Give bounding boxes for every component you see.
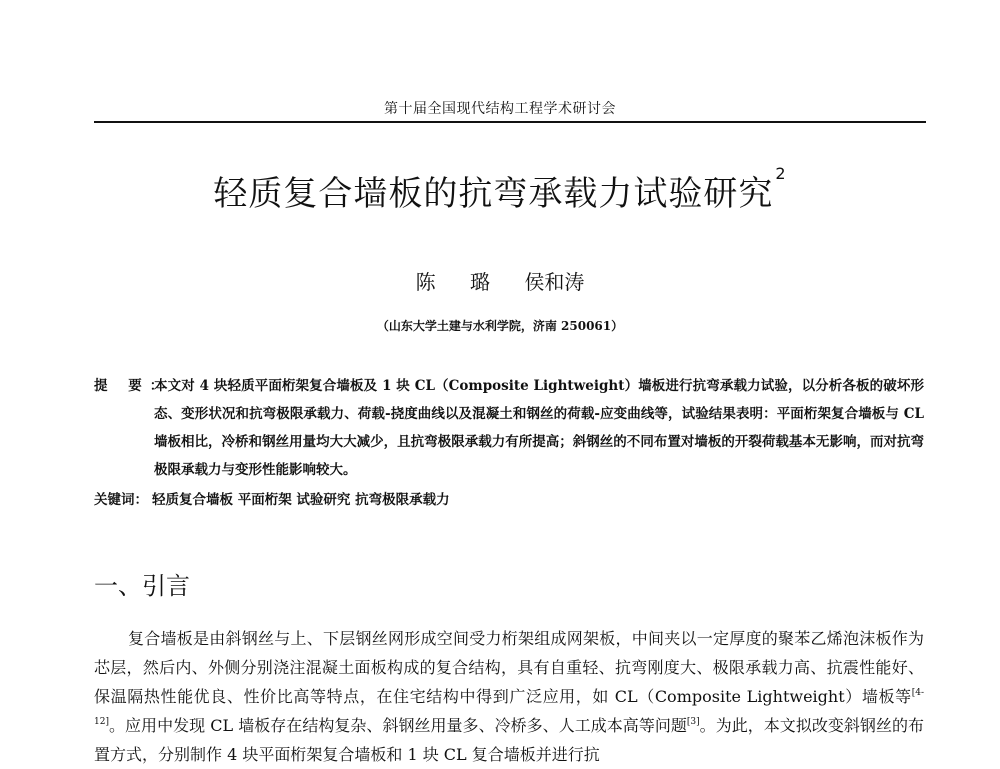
- abstract: [94, 372, 924, 484]
- author-list: [0, 266, 1000, 295]
- keywords: [94, 486, 924, 514]
- paragraph-text-part-1: 复合墙板是由斜钢丝与上、下层钢丝网形成空间受力桁架组成网架板，中间夹以一定厚度的聚苯乙烯泡沫板作为芯层，然后内、外侧分别浇注混凝土面板构成的复合结构，具有自重轻、抗弯刚度大、极限承载力高、抗震性能好、保温隔热性能优良、性价比高等特点，在住宅结构中得到广泛应用，如 CL（Composite Lightweight）墙板等: [94, 629, 924, 706]
- author-2: 侯和涛: [524, 270, 585, 294]
- introduction-paragraph: [94, 624, 924, 769]
- paper-title-text: 轻质复合墙板的抗弯承载力试验研究: [213, 174, 774, 214]
- paragraph-text-part-2: 。应用中发现 CL 墙板存在结构复杂、斜钢丝用量多、冷桥多、人工成本高等问题: [108, 716, 687, 735]
- citation-ref-3: [3]: [686, 717, 700, 727]
- running-header: 第十届全国现代结构工程学术研讨会: [384, 101, 616, 117]
- author-1: 陈 璐: [415, 270, 504, 294]
- keywords-label: 关键词：: [94, 492, 148, 508]
- paragraph-text-part-3: 。为此，本文拟改变斜钢丝的布置方式，分别制作 4 块平面桁架复合墙板和 1 块 CL 复合墙板并进行抗: [94, 716, 924, 764]
- keywords-list: 轻质复合墙板 平面桁架 试验研究 抗弯极限承载力: [152, 492, 450, 508]
- affiliation: （山东大学土建与水利学院，济南 250061）: [376, 319, 624, 333]
- citation-ref-4-12: [4-12]: [94, 688, 924, 727]
- title-footnote-marker: 2: [775, 164, 787, 183]
- section-heading-introduction: 一、引言: [94, 572, 190, 600]
- abstract-label: 提 要：: [94, 378, 172, 394]
- header-rule: [94, 121, 926, 123]
- paper-title: [0, 166, 1000, 215]
- abstract-body: 本文对 4 块轻质平面桁架复合墙板及 1 块 CL（Composite Lightweight）墙板进行抗弯承载力试验，以分析各板的破坏形态、变形状况和抗弯极限承载力、荷载-挠度曲线以及混凝土和钢丝的荷载-应变曲线等，试验结果表明：平面桁架复合墙板与 CL 墙板相比，冷桥和钢丝用量均大大减少，且抗弯极限承载力有所提高；斜钢丝的不同布置对墙板的开裂荷载基本无影响，而对抗弯极限承载力与变形性能影响较大。: [154, 378, 924, 478]
